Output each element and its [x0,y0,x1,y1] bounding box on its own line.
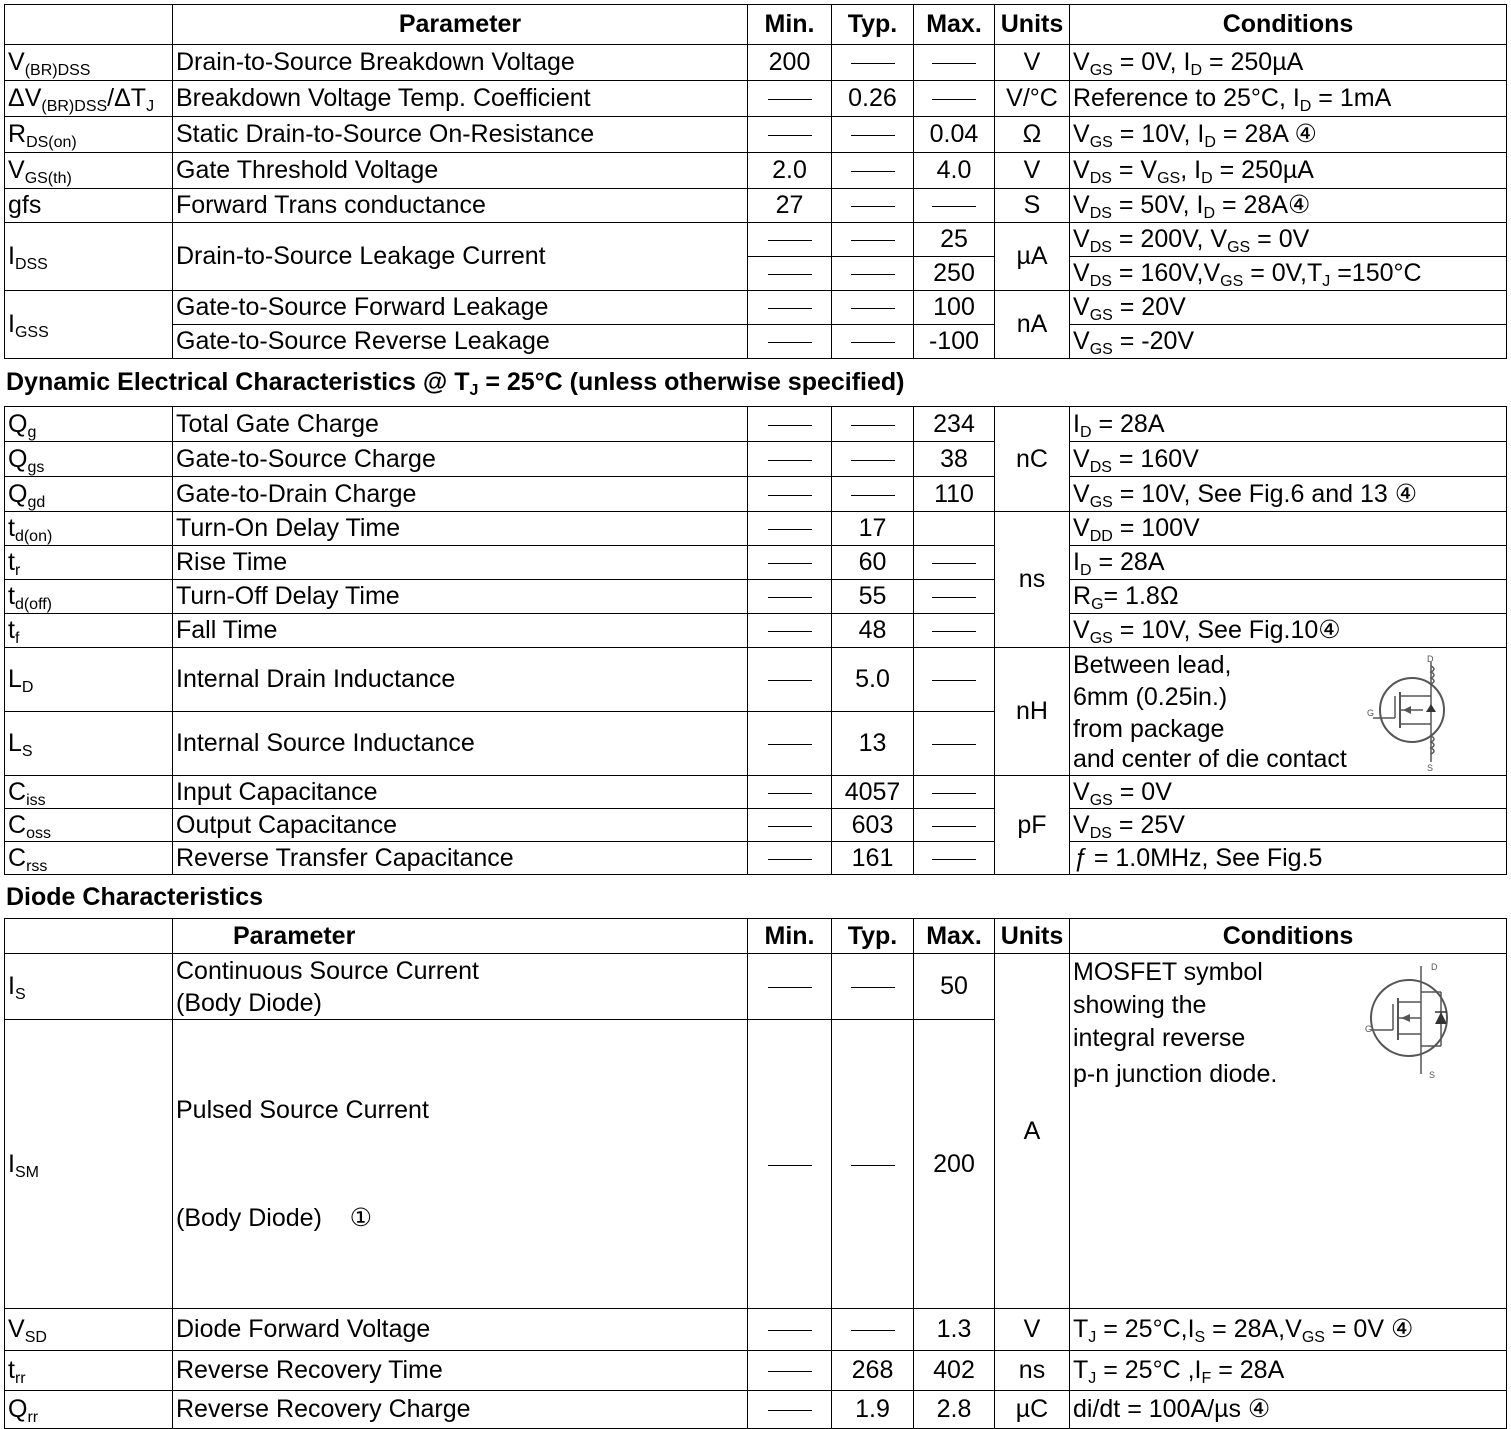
min-cell [748,1309,832,1351]
symbol-cell: $\Delta V_{(BR)DSS}/\Delta T_J$ [5,81,173,117]
condition-cell: $V_{DS} = V_{GS}$, $I_D = 250\mu A$ [1070,153,1507,189]
symbol-cell: $V_{(BR)DSS}$ [5,45,173,81]
parameter-cell: Static Drain-to-Source On-Resistance [173,117,748,153]
table-row [5,407,1507,442]
typ-cell [832,442,914,477]
min-header: Min. [748,5,832,45]
condition-cell: Reference to 25°C, $I_D = 1mA$ [1070,81,1507,117]
max-header: Max. [914,919,995,954]
symbol-cell: gfs [5,189,173,223]
max-cell [914,842,995,875]
typ-cell [832,257,914,291]
typ-cell [832,189,914,223]
table-row [5,81,1507,117]
source-label: S [1429,1070,1436,1080]
typ-cell: 1.9 [832,1391,914,1429]
table-row [5,189,1507,223]
condition-line: MOSFET symbol [1073,958,1263,986]
symbol-cell: $t_{d(off)}$ [5,580,173,614]
symbol-header [5,919,173,954]
condition-cell: $T_J = 25^\circ C$ $,I_F = 28A$ [1070,1351,1507,1391]
symbol-cell: $t_{d(on)}$ [5,512,173,546]
parameter-header: Parameter [173,5,748,45]
condition-cell: $V_{GS} = 10V$, See Fig.10④ [1070,614,1507,648]
typ-cell: 5.0 [832,648,914,712]
condition-cell: $V_{GS} = 10V$, $I_D = 28A$ ④ [1070,117,1507,153]
header-row [5,5,1507,45]
min-cell [748,712,832,776]
diode-section-title: Diode Characteristics [6,883,264,911]
unit-cell: A [995,954,1070,1309]
typ-cell: 55 [832,580,914,614]
typ-cell [832,325,914,359]
symbol-cell: $I_{DSS}$ [5,223,173,291]
conditions-header: Conditions [1070,919,1507,954]
condition-cell: $V_{DD} = 100V$ [1070,512,1507,546]
min-cell [748,325,832,359]
parameter-cell: Reverse Recovery Charge [173,1391,748,1429]
table-row [5,1351,1507,1391]
parameter-cell: Gate Threshold Voltage [173,153,748,189]
header-row [5,919,1507,954]
mosfet-diode-icon [1365,962,1465,1080]
max-cell [914,512,995,546]
max-cell: 2.8 [914,1391,995,1429]
parameter-cell: Total Gate Charge [173,407,748,442]
inductance-condition-cell [1070,648,1507,776]
gate-label: G [1367,708,1375,718]
typ-cell: 161 [832,842,914,875]
symbol-cell: $R_{DS(on)}$ [5,117,173,153]
max-cell [914,580,995,614]
max-cell [914,712,995,776]
parameter-cell: Fall Time [173,614,748,648]
parameter-cell: Forward Trans conductance [173,189,748,223]
max-cell: 50 [914,954,995,1020]
condition-line: p-n junction diode. [1073,1060,1278,1088]
mosfet-inductance-icon [1367,652,1457,772]
table-row [5,477,1507,512]
parameter-cell: Drain-to-Source Breakdown Voltage [173,45,748,81]
symbol-cell: $C_{iss}$ [5,776,173,809]
max-cell: 25 [914,223,995,257]
typ-cell: 4057 [832,776,914,809]
unit-cell: µA [995,223,1070,291]
unit-cell: ns [995,512,1070,648]
symbol-header [5,5,173,45]
typ-cell [832,223,914,257]
drain-label: D [1431,962,1438,972]
parameter-cell: Breakdown Voltage Temp. Coefficient [173,81,748,117]
condition-line: 6mm (0.25in.) [1073,683,1228,711]
parameter-cell: Diode Forward Voltage [173,1309,748,1351]
unit-cell: S [995,189,1070,223]
parameter-cell: Reverse Recovery Time [173,1351,748,1391]
condition-cell: $V_{DS} = 200V$, $V_{GS} = 0V$ [1070,223,1507,257]
min-cell [748,1020,832,1309]
typ-cell: 603 [832,809,914,842]
condition-cell: $V_{DS} = 25V$ [1070,809,1507,842]
symbol-cell: $I_S$ [5,954,173,1020]
symbol-cell: $Q_g$ [5,407,173,442]
min-cell [748,580,832,614]
min-cell [748,257,832,291]
condition-cell: $V_{GS} = 0V$, $I_D = 250\mu A$ [1070,45,1507,81]
parameter-cell: Reverse Transfer Capacitance [173,842,748,875]
typ-cell [832,291,914,325]
unit-cell: V [995,1309,1070,1351]
parameter-cell: Output Capacitance [173,809,748,842]
max-cell [914,648,995,712]
min-cell [748,614,832,648]
table-row [5,442,1507,477]
min-cell [748,223,832,257]
min-cell [748,546,832,580]
parameter-cell: Internal Source Inductance [173,712,748,776]
source-label: S [1427,763,1434,772]
max-header: Max. [914,5,995,45]
min-cell [748,954,832,1020]
parameter-line: Continuous Source Current [176,956,479,985]
drain-label: D [1427,654,1434,664]
max-cell: 234 [914,407,995,442]
symbol-cell: $L_D$ [5,648,173,712]
units-header: Units [995,919,1070,954]
min-cell [748,1351,832,1391]
symbol-cell: $t_{rr}$ [5,1351,173,1391]
condition-cell: $V_{GS} = 20V$ [1070,291,1507,325]
parameter-cell: Gate-to-Drain Charge [173,477,748,512]
condition-cell: $V_{GS} = 10V$, See Fig.6 and 13 ④ [1070,477,1507,512]
max-cell [914,189,995,223]
min-cell: 27 [748,189,832,223]
unit-cell: pF [995,776,1070,875]
table-row [5,546,1507,580]
min-header: Min. [748,919,832,954]
symbol-cell: $Q_{gd}$ [5,477,173,512]
max-cell [914,81,995,117]
typ-cell: 48 [832,614,914,648]
max-cell [914,809,995,842]
typ-cell [832,153,914,189]
max-cell [914,614,995,648]
gate-label: G [1365,1024,1373,1034]
parameter-cell: Gate-to-Source Reverse Leakage [173,325,748,359]
min-cell [748,776,832,809]
condition-cell: di/dt = 100A/µs ④ [1070,1391,1507,1429]
table-row [5,325,1507,359]
parameter-cell [173,954,748,1020]
max-cell: 1.3 [914,1309,995,1351]
units-header: Units [995,5,1070,45]
min-cell [748,81,832,117]
parameter-cell [173,1020,748,1309]
typ-cell [832,1020,914,1309]
max-cell [914,546,995,580]
typ-cell [832,954,914,1020]
max-cell: 402 [914,1351,995,1391]
condition-cell: $T_J = 25^\circ C,I_S = 28A,V_{GS} = 0V$ ④ [1070,1309,1507,1351]
max-cell: -100 [914,325,995,359]
condition-line: Between lead, [1073,651,1232,679]
dynamic-characteristics-table [4,406,1507,875]
symbol-cell: $t_r$ [5,546,173,580]
typ-cell [832,45,914,81]
max-cell: 110 [914,477,995,512]
condition-cell: $R_G= 1.8\Omega$ [1070,580,1507,614]
min-cell [748,512,832,546]
max-cell: 200 [914,1020,995,1309]
typ-cell [832,407,914,442]
min-cell [748,842,832,875]
condition-cell: $V_{DS} = 160V,V_{GS} = 0V,T_J =150^\circ C$ [1070,257,1507,291]
unit-cell: nA [995,291,1070,359]
parameter-line: Pulsed Source Current [176,1096,429,1124]
symbol-cell: $t_f$ [5,614,173,648]
table-row [5,809,1507,842]
symbol-cell: $C_{rss}$ [5,842,173,875]
condition-cell: $V_{GS} = 0V$ [1070,776,1507,809]
min-cell [748,407,832,442]
condition-line: integral reverse [1073,1024,1246,1052]
symbol-cell: $I_{GSS}$ [5,291,173,359]
max-cell [914,45,995,81]
typ-header: Typ. [832,5,914,45]
condition-line: from package [1073,715,1225,743]
condition-line: and center of die contact [1073,745,1347,773]
parameter-cell: Gate-to-Source Charge [173,442,748,477]
static-characteristics-table [4,4,1507,359]
max-cell [914,776,995,809]
max-cell: 250 [914,257,995,291]
typ-cell: 0.26 [832,81,914,117]
condition-line: showing the [1073,991,1207,1019]
table-row [5,45,1507,81]
unit-cell: V/°C [995,81,1070,117]
condition-cell: $V_{GS} = -20V$ [1070,325,1507,359]
condition-cell: $I_D = 28A$ [1070,546,1507,580]
min-cell: 2.0 [748,153,832,189]
condition-cell: $V_{DS} = 50V$, $I_D$ = 28A④ [1070,189,1507,223]
typ-cell: 268 [832,1351,914,1391]
table-row [5,291,1507,325]
conditions-header: Conditions [1070,5,1507,45]
table-row [5,1309,1507,1351]
table-row [5,614,1507,648]
condition-cell: $V_{DS} = 160V$ [1070,442,1507,477]
unit-cell: V [995,45,1070,81]
table-row [5,954,1507,1020]
symbol-cell: $V_{SD}$ [5,1309,173,1351]
min-cell: 200 [748,45,832,81]
symbol-cell: $I_{SM}$ [5,1020,173,1309]
table-row [5,1391,1507,1429]
typ-cell: 13 [832,712,914,776]
parameter-line: (Body Diode) [176,988,322,1017]
min-cell [748,809,832,842]
diode-condition-cell [1070,954,1507,1309]
unit-cell: µC [995,1391,1070,1429]
typ-header: Typ. [832,919,914,954]
max-cell: 0.04 [914,117,995,153]
min-cell [748,291,832,325]
typ-cell: 60 [832,546,914,580]
parameter-line: (Body Diode) ① [176,1204,373,1232]
parameter-cell: Turn-On Delay Time [173,512,748,546]
unit-cell: nH [995,648,1070,776]
table-row [5,776,1507,809]
table-row [5,512,1507,546]
table-row [5,117,1507,153]
symbol-cell: $Q_{rr}$ [5,1391,173,1429]
min-cell [748,442,832,477]
typ-cell [832,117,914,153]
min-cell [748,477,832,512]
typ-cell [832,1309,914,1351]
dynamic-section-title: Dynamic Electrical Characteristics @ $T_J = 25^\circ C$ (unless otherwise specified) [6,368,905,399]
parameter-cell: Turn-Off Delay Time [173,580,748,614]
min-cell [748,117,832,153]
table-row [5,648,1507,712]
symbol-cell: $L_S$ [5,712,173,776]
parameter-cell: Internal Drain Inductance [173,648,748,712]
min-cell [748,648,832,712]
parameter-cell: Gate-to-Source Forward Leakage [173,291,748,325]
condition-cell: $I_D = 28A$ [1070,407,1507,442]
typ-cell [832,477,914,512]
condition-cell: ƒ = 1.0MHz, See Fig.5 [1070,842,1507,875]
table-row [5,153,1507,189]
parameter-cell: Drain-to-Source Leakage Current [173,223,748,291]
max-cell: 38 [914,442,995,477]
parameter-header: Parameter [173,919,748,954]
typ-cell: 17 [832,512,914,546]
symbol-cell: $Q_{gs}$ [5,442,173,477]
diode-characteristics-table [4,918,1507,1429]
table-row [5,842,1507,875]
unit-cell: V [995,153,1070,189]
symbol-cell: $C_{oss}$ [5,809,173,842]
parameter-cell: Rise Time [173,546,748,580]
max-cell: 100 [914,291,995,325]
symbol-cell: $V_{GS(th)}$ [5,153,173,189]
max-cell: 4.0 [914,153,995,189]
min-cell [748,1391,832,1429]
table-row [5,580,1507,614]
table-row [5,223,1507,257]
unit-cell: ns [995,1351,1070,1391]
parameter-cell: Input Capacitance [173,776,748,809]
unit-cell: nC [995,407,1070,512]
unit-cell: Ω [995,117,1070,153]
